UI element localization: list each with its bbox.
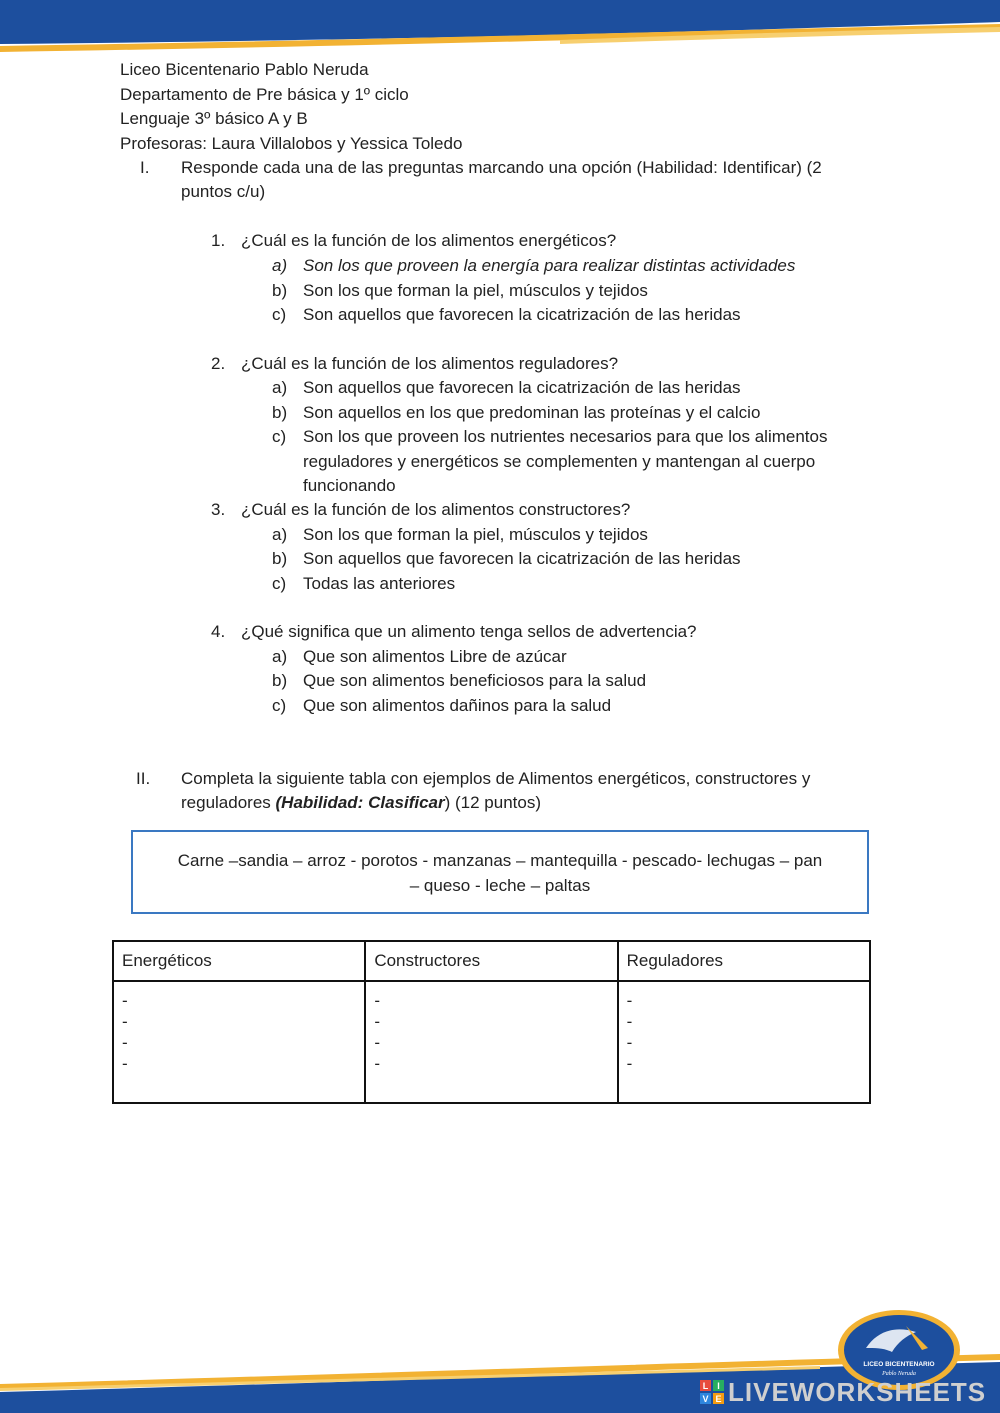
blank-line: - xyxy=(122,1012,128,1031)
option-text[interactable]: Que son alimentos Libre de azúcar xyxy=(303,647,567,666)
section-1-numeral: I. xyxy=(140,158,150,177)
classification-table xyxy=(112,940,871,1104)
section-1-instruction: Responde cada una de las preguntas marcando una opción (Habilidad: Identificar) (2 xyxy=(181,158,822,177)
option-text[interactable]: Son los que forman la piel, músculos y tejidos xyxy=(303,281,648,300)
option-letter[interactable]: b) xyxy=(272,403,288,422)
question-text: ¿Cuál es la función de los alimentos energéticos? xyxy=(241,231,617,250)
course: Lenguaje 3º básico A y B xyxy=(120,109,308,128)
option-text[interactable]: Que son alimentos dañinos para la salud xyxy=(303,696,612,715)
blank-line: - xyxy=(122,1054,128,1073)
column-header-reguladores: Reguladores xyxy=(618,941,870,981)
word-bank-line: Carne –sandia – arroz - porotos - manzanas – mantequilla - pescado- lechugas – pan xyxy=(177,851,823,870)
question-number: 3. xyxy=(211,500,226,519)
icon-letter: V xyxy=(702,1394,709,1404)
blank-line: - xyxy=(122,1033,128,1052)
section-1-instruction-cont: puntos c/u) xyxy=(181,182,266,201)
option-letter[interactable]: a) xyxy=(272,256,288,275)
option-letter[interactable]: b) xyxy=(272,549,288,568)
table-row xyxy=(113,981,870,1103)
instruction-part: ) (12 puntos) xyxy=(444,793,542,812)
question-number: 4. xyxy=(211,622,226,641)
option-text[interactable]: Son aquellos que favorecen la cicatrización de las heridas xyxy=(303,378,741,397)
section-2-instruction-cont xyxy=(181,791,541,815)
option-text[interactable]: Son los que proveen los nutrientes necesarios para que los alimentos xyxy=(303,427,828,446)
option-text[interactable]: Son aquellos en los que predominan las proteínas y el calcio xyxy=(303,403,761,422)
column-header-energeticos: Energéticos xyxy=(113,941,365,981)
question-number: 1. xyxy=(211,231,226,250)
icon-letter: I xyxy=(717,1381,720,1391)
section-2-numeral: II. xyxy=(136,769,151,788)
blank-line: - xyxy=(374,991,380,1010)
answer-cell-energeticos[interactable] xyxy=(113,981,365,1103)
option-text-cont: funcionando xyxy=(303,476,396,495)
option-text[interactable]: Todas las anteriores xyxy=(303,574,456,593)
option-letter[interactable]: b) xyxy=(272,281,288,300)
word-bank-box xyxy=(131,830,869,914)
teachers: Profesoras: Laura Villalobos y Yessica Toledo xyxy=(120,134,463,153)
icon-letter: L xyxy=(702,1381,709,1391)
crest-text: LICEO BICENTENARIO xyxy=(863,1361,935,1368)
option-letter[interactable]: a) xyxy=(272,647,288,666)
liveworksheets-icon xyxy=(700,1380,724,1404)
blank-line: - xyxy=(122,991,128,1010)
answer-cell-reguladores[interactable] xyxy=(618,981,870,1103)
blank-line: - xyxy=(626,991,633,1010)
table-header-row xyxy=(113,941,870,981)
word-bank-line: – queso - leche – paltas xyxy=(409,876,591,895)
option-letter[interactable]: a) xyxy=(272,525,288,544)
column-header-constructores: Constructores xyxy=(365,941,617,981)
section-2-instruction: Completa la siguiente tabla con ejemplos de Alimentos energéticos, constructores y xyxy=(181,769,811,788)
header-band xyxy=(0,0,1000,62)
option-letter[interactable]: c) xyxy=(272,574,287,593)
option-text[interactable]: Que son alimentos beneficiosos para la salud xyxy=(303,671,647,690)
instruction-part: reguladores xyxy=(181,793,276,812)
word-bank xyxy=(143,848,857,898)
option-text[interactable]: Son los que proveen la energía para realizar distintas actividades xyxy=(303,256,796,275)
blank-line: - xyxy=(374,1054,380,1073)
crest-subtext: Pablo Neruda xyxy=(882,1371,916,1377)
option-text[interactable]: Son los que forman la piel, músculos y tejidos xyxy=(303,525,648,544)
option-letter[interactable]: c) xyxy=(272,427,287,446)
question-text: ¿Cuál es la función de los alimentos constructores? xyxy=(241,500,631,519)
watermark-text: LIVEWORKSHEETS xyxy=(728,1377,987,1407)
option-letter[interactable]: c) xyxy=(272,696,287,715)
option-text-cont: reguladores y energéticos se complementen y mantengan al cuerpo xyxy=(303,452,816,471)
option-letter[interactable]: b) xyxy=(272,671,288,690)
blank-line: - xyxy=(626,1012,633,1031)
school-name: Liceo Bicentenario Pablo Neruda xyxy=(120,60,369,79)
department: Departamento de Pre básica y 1º ciclo xyxy=(120,85,409,104)
blank-line: - xyxy=(626,1033,633,1052)
option-text[interactable]: Son aquellos que favorecen la cicatrización de las heridas xyxy=(303,305,741,324)
blank-line: - xyxy=(374,1033,380,1052)
option-letter[interactable]: a) xyxy=(272,378,288,397)
answer-cell-constructores[interactable] xyxy=(365,981,617,1103)
skill-label: (Habilidad: Clasificar xyxy=(275,793,445,812)
option-text[interactable]: Son aquellos que favorecen la cicatrización de las heridas xyxy=(303,549,741,568)
blank-line: - xyxy=(374,1012,380,1031)
option-letter[interactable]: c) xyxy=(272,305,287,324)
question-text: ¿Cuál es la función de los alimentos reguladores? xyxy=(241,354,619,373)
icon-letter: E xyxy=(715,1394,722,1404)
question-text: ¿Qué significa que un alimento tenga sellos de advertencia? xyxy=(241,622,697,641)
question-number: 2. xyxy=(211,354,226,373)
blank-line: - xyxy=(626,1054,633,1073)
